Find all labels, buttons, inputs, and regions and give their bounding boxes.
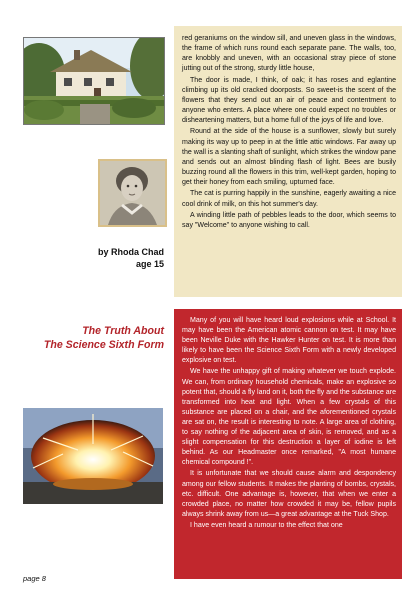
article-paragraph: We have the unhappy gift of making whatever we touch explode. We can, from ordinary household chemicals, make an explosive so potent that, should a fly land on it, both the fly and the substance are transformed into heat and light. When a few crystals of this substance are placed on a chair, and the aforementioned crystals are sat on, the result is interesting to note. A large area of clothing, to say nothing of the adjacent area of skin, is removed, and as a slight compensation for this destruction a layer of iodine is left behind. As our Headmaster once remarked, "A most humane chemical compound !". [182,368,396,467]
article-paragraph: The cat is purring happily in the sunshine, eagerly awaiting a nice cool drink of milk, on this hot summer's day. [182,190,396,208]
cottage-article-panel [174,26,402,297]
article-paragraph: I have even heard a rumour to the effect that one [190,521,343,529]
author-age: age 15 [135,259,164,269]
title-line-2: The Science Sixth Form [43,339,164,351]
cottage-article-body [182,34,396,231]
article-paragraph: It is unfortunate that we should cause alarm and despondency among our fellow students. It makes the planting of bombs, crystals, etc. difficult. One advantage is, however, that when we enter a crowded place, no matter how crowded it may be, fellow pupils always shrink away from us—a great advantage at the Tuck Shop. [182,470,396,518]
author-portrait [98,159,167,227]
page-number: page 8 [23,574,46,583]
title-line-1: The Truth About [82,325,164,337]
cottage-photo [23,37,165,125]
science-article-title [44,324,164,352]
explosion-photo [23,408,163,504]
article-paragraph: Round at the side of the house is a sunflower, slowly but surely making its way up to peep in at the little attic windows. Far away up the wall is a slanting shaft of sunlight, which strikes the window pane and sends out an almost blinding flash of light. Bees are busily buzzing round all the flowers in this trim, well-kept garden, hoping to get their honey from each smiling, upturned face. [182,128,396,187]
author-byline [98,246,164,270]
science-article-body [182,316,396,531]
article-paragraph: red geraniums on the window sill, and uneven glass in the windows, the frame of which runs round each separate pane. The walls, too, are knobbly and uneven, with an occasional stray piece of stone jutting out of the strong, sturdy little house, [182,35,396,73]
science-article-panel [174,309,402,579]
author-name: by Rhoda Chad [97,247,164,257]
article-paragraph: A winding little path of pebbles leads to the door, which seems to say "Welcome" to anyone wishing to call. [182,211,396,229]
article-paragraph: The door is made, I think, of oak; it has roses and eglantine climbing up its old cracked doorposts. So sweet-is the scent of the flowers that they send out an air of peace and contentment to anyone who enters. A place where one could expect no troubles or disheartening matters, but a home full of the joys of life and love. [182,76,396,125]
article-paragraph: Many of you will have heard loud explosions while at School. It may have been the American atomic cannon on test. It may have been Neville Duke with the Hawker Hunter on test. It is more than likely to have been the Science Sixth Form with a newly developed explosive on test. [182,317,396,365]
